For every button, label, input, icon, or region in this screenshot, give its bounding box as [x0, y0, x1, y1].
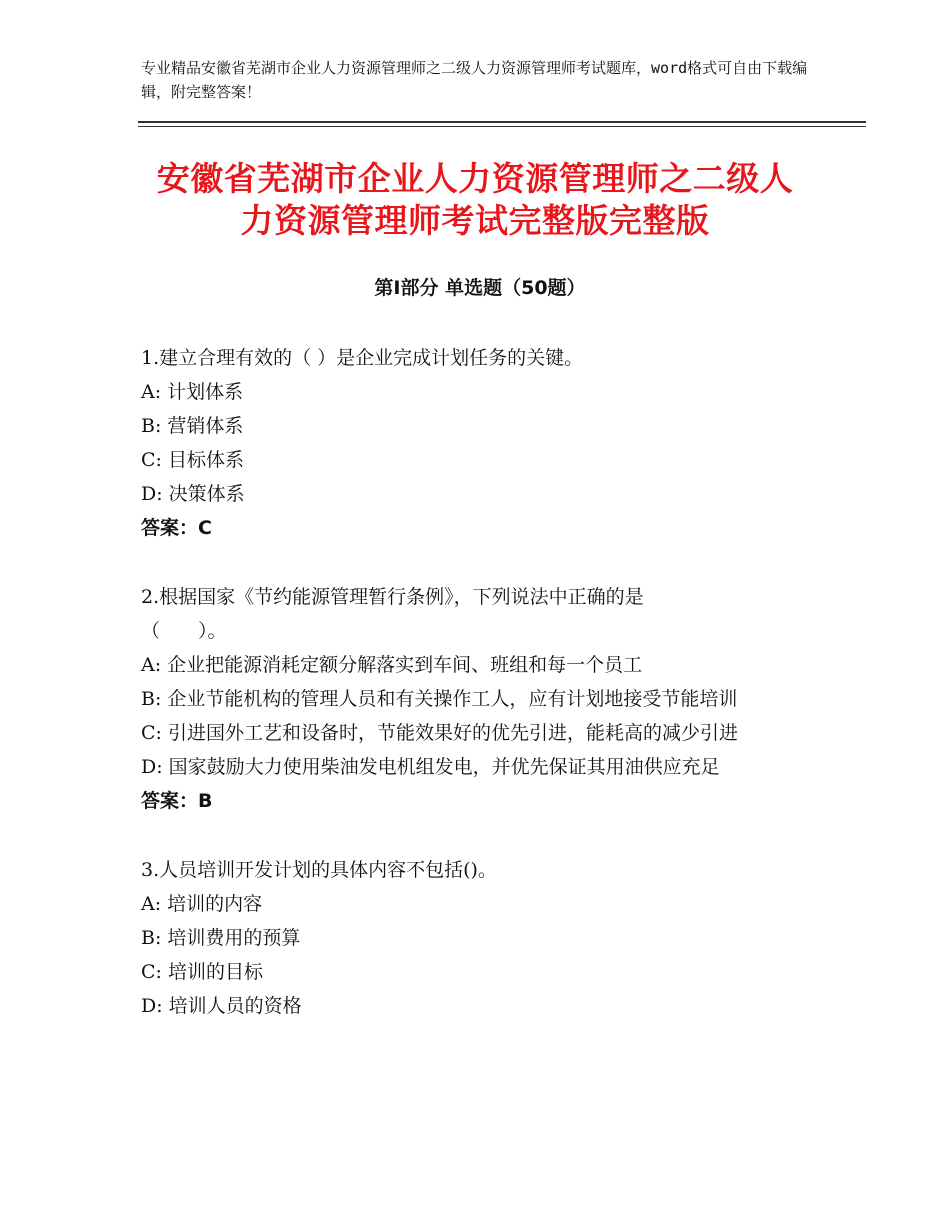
- option-d: D: 国家鼓励大力使用柴油发电机组发电，并优先保证其用油供应充足: [141, 756, 720, 778]
- question-1: [141, 341, 811, 545]
- document-title: [130, 158, 820, 242]
- option-a: A: 培训的内容: [141, 893, 263, 915]
- answer-key: 答案：B: [141, 790, 213, 812]
- header-rule-thin: [138, 126, 866, 127]
- header-rule-thick: [138, 121, 866, 123]
- document-title-line-1: 安徽省芜湖市企业人力资源管理师之二级人: [156, 159, 794, 198]
- option-a: A: 企业把能源消耗定额分解落实到车间、班组和每一个员工: [141, 654, 643, 676]
- option-b: B: 企业节能机构的管理人员和有关操作工人，应有计划地接受节能培训: [141, 688, 738, 710]
- option-c: C: 培训的目标: [141, 961, 263, 983]
- question-stem-line-2: （ ）。: [141, 620, 227, 642]
- question-2: [141, 580, 811, 818]
- option-b: B: 营销体系: [141, 415, 244, 437]
- option-d: D: 决策体系: [141, 483, 245, 505]
- option-c: C: 目标体系: [141, 449, 244, 471]
- question-list: [141, 341, 811, 1058]
- question-stem-line-1: 2.根据国家《节约能源管理暂行条例》，下列说法中正确的是: [141, 586, 644, 608]
- question-stem: 3.人员培训开发计划的具体内容不包括()。: [141, 859, 497, 881]
- question-3: [141, 853, 811, 1023]
- option-d: D: 培训人员的资格: [141, 995, 302, 1017]
- option-c: C: 引进国外工艺和设备时，节能效果好的优先引进，能耗高的减少引进: [141, 722, 738, 744]
- section-heading: 第Ⅰ部分 单选题（50题）: [374, 277, 586, 299]
- option-a: A: 计划体系: [141, 381, 244, 403]
- document-title-line-2: 力资源管理师考试完整版完整版: [240, 201, 710, 240]
- option-b: B: 培训费用的预算: [141, 927, 301, 949]
- answer-key: 答案：C: [141, 517, 212, 539]
- header-note: 专业精品安徽省芜湖市企业人力资源管理师之二级人力资源管理师考试题库，word格式可自由下载编辑，附完整答案！: [141, 59, 808, 101]
- question-stem: 1.建立合理有效的（ ）是企业完成计划任务的关键。: [141, 347, 584, 369]
